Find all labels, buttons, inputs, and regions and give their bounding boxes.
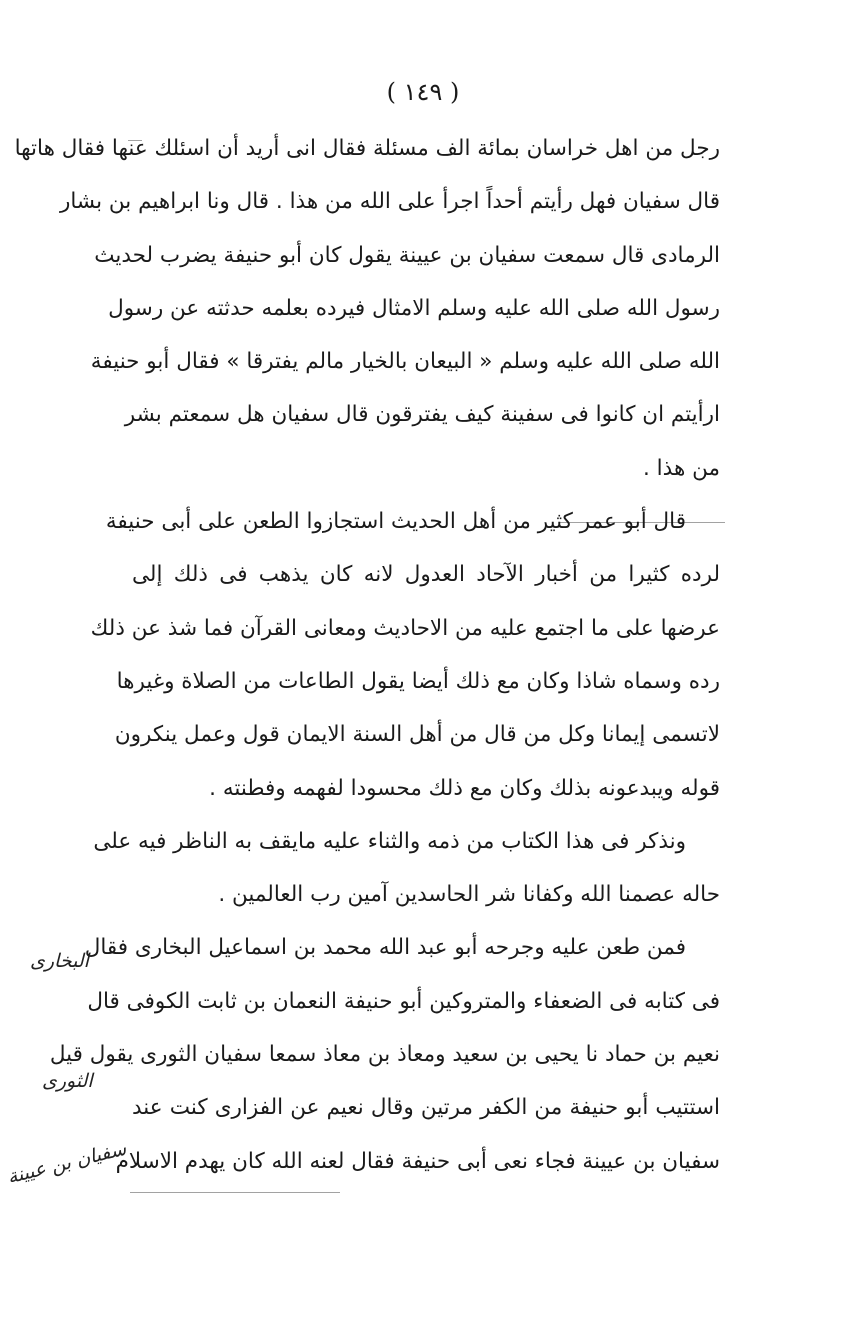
text-line: لرده كثيرا من أخبار الآحاد العدول لانه كان يذهب فى ذلك إلى xyxy=(132,562,720,588)
text-line: ارأيتم ان كانوا فى سفينة كيف يفترقون قال سفيان هل سمعتم بشر xyxy=(124,402,720,428)
paragraph-start-line: ونذكر فى هذا الكتاب من ذمه والثناء عليه مايقف به الناظر فيه على xyxy=(93,828,686,854)
text-line: عرضها على ما اجتمع عليه من الاحاديث ومعانى القرآن فما شذ عن ذلك xyxy=(90,615,720,641)
text-line: قال سفيان فهل رأيتم أحداً اجرأ على الله من هذا . قال ونا ابراهيم بن بشار xyxy=(59,189,720,215)
text-line: رده وسماه شاذا وكان مع ذلك أيضا يقول الطاعات من الصلاة وغيرها xyxy=(116,668,720,694)
page-number: ( ١٤٩ ) xyxy=(386,78,460,106)
text-line: سفيان بن عيينة فجاء نعى أبى حنيفة فقال لعنه الله كان يهدم الاسلام xyxy=(115,1148,720,1174)
paragraph-start-line: قال أبو عمر كثير من أهل الحديث استجازوا الطعن على أبى حنيفة xyxy=(105,509,686,535)
paragraph-start-line: فمن طعن عليه وجرحه أبو عبد الله محمد بن اسماعيل البخارى فقال xyxy=(84,935,686,961)
text-line: استتيب أبو حنيفة من الكفر مرتين وقال نعيم عن الفزارى كنت عند xyxy=(132,1095,720,1121)
margin-notes xyxy=(0,0,130,1318)
margin-note-thawri: الثورى xyxy=(42,1070,93,1092)
text-line: حاله عصمنا الله وكفانا شر الحاسدين آمين رب العالمين . xyxy=(218,882,720,908)
text-line: رجل من اهل خراسان بمائة الف مسئلة فقال انى أريد أن اسئلك عنها فقال هاتها xyxy=(14,136,720,161)
text-line: فى كتابه فى الضعفاء والمتروكين أبو حنيفة النعمان بن ثابت الكوفى قال xyxy=(87,988,720,1014)
margin-note-sufyan: سفيان بن عيينة xyxy=(5,1137,129,1189)
text-line: من هذا . xyxy=(643,455,720,481)
text-line: قوله ويبدعونه بذلك وكان مع ذلك محسودا لفهمه وفطنته . xyxy=(209,775,720,801)
text-line: نعيم بن حماد نا يحيى بن سعيد ومعاذ بن معاذ سمعا سفيان الثورى يقول قيل xyxy=(49,1042,720,1068)
text-line: رسول الله صلى الله عليه وسلم الامثال فيرده بعلمه حدثته عن رسول xyxy=(108,295,720,321)
underline-mark xyxy=(130,1192,340,1193)
text-line: الرمادى قال سمعت سفيان بن عيينة يقول كان أبو حنيفة يضرب لحديث xyxy=(94,242,720,268)
main-text-block xyxy=(14,122,720,1188)
text-line: الله صلى الله عليه وسلم « البيعان بالخيار مالم يفترقا » فقال أبو حنيفة xyxy=(90,349,720,375)
margin-note-bukhari: البخارى xyxy=(30,950,89,972)
text-line: لاتسمى إيمانا وكل من قال من أهل السنة الايمان قول وعمل ينكرون xyxy=(114,722,720,748)
